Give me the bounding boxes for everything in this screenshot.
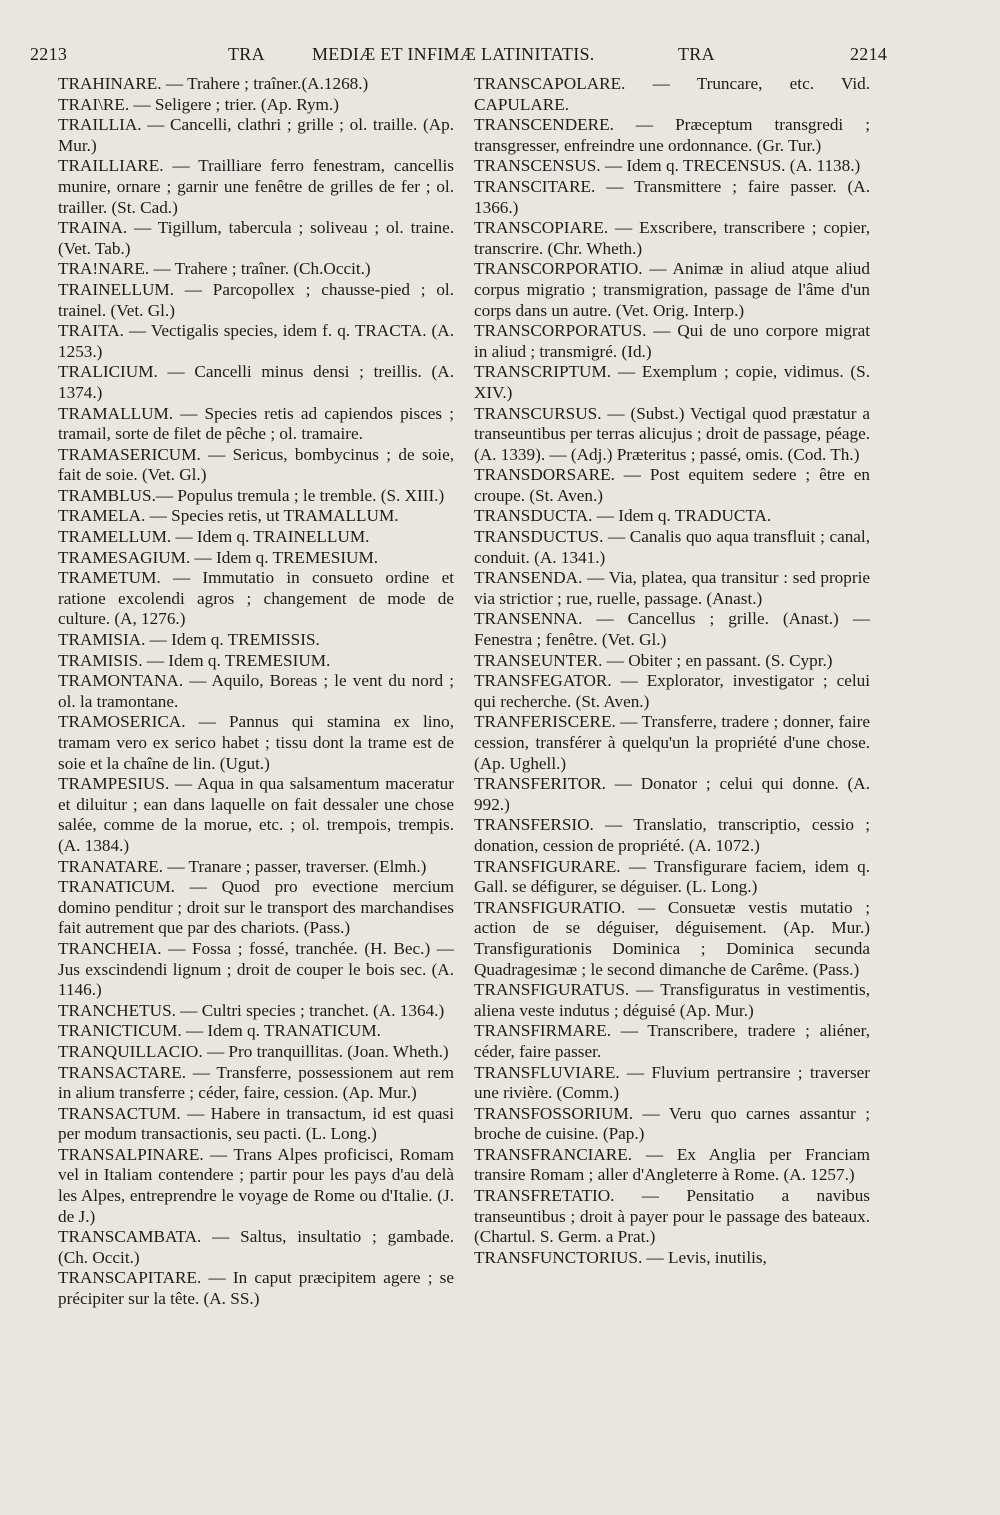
dictionary-entry: TRAILLIA. — Cancelli, clathri ; grille ; ol. traille. (Ap. Mur.)	[58, 115, 454, 155]
dictionary-entry: TRANSFIGURATIO. — Consuetæ vestis mutatio ; action de se déguiser, déguisement. (Ap. Mur.) Transfigurationis Dominica ; Dominica secunda Quadragesimæ ; le second dimanche de Carême. (Pass.)	[474, 897, 870, 979]
dictionary-entry: TRANATARE. — Tranare ; passer, traverser. (Elmh.)	[58, 856, 427, 876]
dictionary-entry: TRANQUILLACIO. — Pro tranquillitas. (Joan. Wheth.)	[58, 1041, 449, 1061]
dictionary-entry: TRAITA. — Vectigalis species, idem f. q. TRACTA. (A. 1253.)	[58, 321, 454, 361]
left-column	[58, 74, 454, 1310]
dictionary-entry: TRANICTICUM. — Idem q. TRANATICUM.	[58, 1021, 381, 1041]
dictionary-entry: TRANSFEGATOR. — Explorator, investigator ; celui qui recherche. (St. Aven.)	[474, 671, 870, 711]
dictionary-entry: TRANSCORPORATIO. — Animæ in aliud atque aliud corpus migratio ; transmigration, passage de l'âme d'un corps dans un autre. (Vet. Orig. Interp.)	[474, 259, 870, 320]
dictionary-entry: TRANSCORPORATUS. — Qui de uno corpore migrat in aliud ; transmigré. (Id.)	[474, 321, 870, 361]
dictionary-entry: TRANSCAPOLARE. — Truncare, etc. Vid. CAPULARE.	[474, 74, 870, 114]
dictionary-entry: TRAMOSERICA. — Pannus qui stamina ex lino, tramam vero ex serico habet ; tissu dont la trame est de soie et la chaîne de lin. (Ugut.)	[58, 712, 454, 773]
dictionary-entry: TRANSFRANCIARE. — Ex Anglia per Franciam transire Romam ; aller d'Angleterre à Rome. (A. 1257.)	[474, 1144, 870, 1185]
dictionary-entry: TRANSFUNCTORIUS. — Levis, inutilis,	[474, 1247, 767, 1267]
dictionary-entry: TRANSCURSUS. — (Subst.) Vectigal quod præstatur a transeuntibus per terras alicujus ; droit de passage, péage. (A. 1339). — (Adj.) Præteritus ; passé, omis. (Cod. Th.)	[474, 403, 870, 464]
dictionary-entry: TRAI\RE. — Seligere ; trier. (Ap. Rym.)	[58, 94, 339, 114]
dictionary-entry: TRANSACTARE. — Transferre, possessionem aut rem in alium transferre ; céder, faire, cession. (Ap. Mur.)	[58, 1062, 454, 1103]
dictionary-entry: TRANSFERSIO. — Translatio, transcriptio, cessio ; donation, cession de propriété. (A. 1072.)	[474, 815, 870, 855]
dictionary-entry: TRANSCITARE. — Transmittere ; faire passer. (A. 1366.)	[474, 176, 870, 217]
dictionary-entry: TRANSDUCTUS. — Canalis quo aqua transfluit ; canal, conduit. (A. 1341.)	[474, 527, 870, 567]
running-head-right: TRA	[678, 44, 715, 64]
dictionary-entry: TRANCHEIA. — Fossa ; fossé, tranchée. (H. Bec.) — Jus exscindendi lignum ; droit de couper le bois sec. (A. 1146.)	[58, 938, 454, 1000]
dictionary-entry: TRANSFLUVIARE. — Fluvium pertransire ; traverser une rivière. (Comm.)	[474, 1062, 870, 1103]
dictionary-entry: TRANSFIGURATUS. — Transfiguratus in vestimentis, aliena veste indutus ; déguisé (Ap. Mur.)	[474, 980, 870, 1020]
dictionary-entry: TRANSALPINARE. — Trans Alpes proficisci, Romam vel in Italiam contendere ; partir pour les pays d'au delà les Alpes, entreprendre le voyage de Rome ou d'Italie. (J. de J.)	[58, 1144, 454, 1226]
dictionary-entry: TRANSENDA. — Via, platea, qua transitur : sed proprie via strictior ; rue, ruelle, passage. (Anast.)	[474, 568, 870, 608]
dictionary-entry: TRAMPESIUS. — Aqua in qua salsamentum maceratur et diluitur ; ean dans laquelle on fait dessaler une chose salée, comme de la morue, etc. ; ol. trempois, trempis. (A. 1384.)	[58, 774, 454, 855]
page-number-right: 2214	[850, 44, 888, 64]
dictionary-entry: TRANSFERITOR. — Donator ; celui qui donne. (A. 992.)	[474, 774, 870, 814]
running-title: MEDIÆ ET INFIMÆ LATINITATIS.	[312, 44, 595, 64]
dictionary-entry: TRAINA. — Tigillum, tabercula ; soliveau ; ol. traine. (Vet. Tab.)	[58, 218, 454, 258]
dictionary-entry: TRANSDORSARE. — Post equitem sedere ; être en croupe. (St. Aven.)	[474, 465, 870, 505]
dictionary-entry: TRAMESAGIUM. — Idem q. TREMESIUM.	[58, 547, 379, 567]
dictionary-entry: TRAMONTANA. — Aquilo, Boreas ; le vent du nord ; ol. la tramontane.	[58, 671, 454, 711]
dictionary-entry: TRAMISIA. — Idem q. TREMISSIS.	[58, 630, 320, 650]
dictionary-entry: TRANSACTUM. — Habere in transactum, id est quasi per modum transactionis, seu pacti. (L. Long.)	[58, 1103, 454, 1144]
dictionary-entry: TRALICIUM. — Cancelli minus densi ; treillis. (A. 1374.)	[58, 362, 454, 402]
dictionary-entry: TRANSCOPIARE. — Exscribere, transcribere ; copier, transcrire. (Chr. Wheth.)	[474, 218, 870, 258]
dictionary-entry: TRANSFIGURARE. — Transfigurare faciem, idem q. Gall. se défigurer, se déguiser. (L. Long.)	[474, 856, 870, 897]
dictionary-entry: TRAMALLUM. — Species retis ad capiendos pisces ; tramail, sorte de filet de pêche ; ol. tramaire.	[58, 403, 454, 444]
dictionary-entry: TRANCHETUS. — Cultri species ; tranchet. (A. 1364.)	[58, 1000, 445, 1020]
dictionary-entry: TRAMASERICUM. — Sericus, bombycinus ; de soie, fait de soie. (Vet. Gl.)	[58, 444, 454, 485]
dictionary-entry: TRANSCAPITARE. — In caput præcipitem agere ; se précipiter sur la tête. (A. SS.)	[58, 1268, 454, 1309]
right-column	[474, 74, 870, 1268]
dictionary-entry: TRAMBLUS.— Populus tremula ; le tremble. (S. XIII.)	[58, 485, 445, 505]
dictionary-entry: TRANSFOSSORIUM. — Veru quo carnes assantur ; broche de cuisine. (Pap.)	[474, 1103, 870, 1144]
dictionary-entry: TRAMETUM. — Immutatio in consueto ordine et ratione excolendi agros ; changement de mode de culture. (A, 1276.)	[58, 568, 454, 629]
dictionary-entry: TRAMISIS. — Idem q. TREMESIUM.	[58, 650, 331, 670]
dictionary-entry: TRANSCAMBATA. — Saltus, insultatio ; gambade. (Ch. Occit.)	[58, 1227, 454, 1267]
dictionary-entry: TRANSENNA. — Cancellus ; grille. (Anast.) — Fenestra ; fenêtre. (Vet. Gl.)	[474, 609, 870, 650]
dictionary-entry: TRANSCENDERE. — Præceptum transgredi ; transgresser, enfreindre une ordonnance. (Gr. Tur.)	[474, 115, 870, 155]
dictionary-entry: TRANFERISCERE. — Transferre, tradere ; donner, faire cession, transférer à quelqu'un la propriété d'une chose. (Ap. Ughell.)	[474, 712, 870, 773]
dictionary-entry: TRAHINARE. — Trahere ; traîner.(A.1268.)	[58, 74, 369, 93]
dictionary-entry: TRANSFIRMARE. — Transcribere, tradere ; aliéner, céder, faire passer.	[474, 1021, 870, 1061]
page-number-left: 2213	[30, 44, 68, 64]
dictionary-entry: TRANSFRETATIO. — Pensitatio a navibus transeuntibus ; droit à payer pour le passage des bateaux. (Chartul. S. Germ. a Prat.)	[474, 1186, 870, 1247]
dictionary-entry: TRANSDUCTA. — Idem q. TRADUCTA.	[474, 506, 772, 526]
dictionary-entry: TRANSEUNTER. — Obiter ; en passant. (S. Cypr.)	[474, 650, 833, 670]
dictionary-entry: TRA!NARE. — Trahere ; traîner. (Ch.Occit.)	[58, 259, 371, 279]
dictionary-entry: TRAMELA. — Species retis, ut TRAMALLUM.	[58, 506, 399, 526]
dictionary-entry: TRANSCENSUS. — Idem q. TRECENSUS. (A. 1138.)	[474, 156, 861, 176]
dictionary-entry: TRAILLIARE. — Trailliare ferro fenestram, cancellis munire, ornare ; garnir une fenêtre de grilles de fer ; ol. trailler. (St. Cad.)	[58, 156, 454, 217]
dictionary-entry: TRANSCRIPTUM. — Exemplum ; copie, vidimus. (S. XIV.)	[474, 362, 870, 402]
dictionary-entry: TRANATICUM. — Quod pro evectione mercium domino penditur ; droit sur le transport des marchandises fait autrement que par des chariots. (Pass.)	[58, 877, 454, 938]
dictionary-entry: TRAMELLUM. — Idem q. TRAINELLUM.	[58, 527, 370, 547]
running-head-left: TRA	[228, 44, 265, 64]
dictionary-entry: TRAINELLUM. — Parcopollex ; chausse-pied ; ol. trainel. (Vet. Gl.)	[58, 279, 454, 320]
